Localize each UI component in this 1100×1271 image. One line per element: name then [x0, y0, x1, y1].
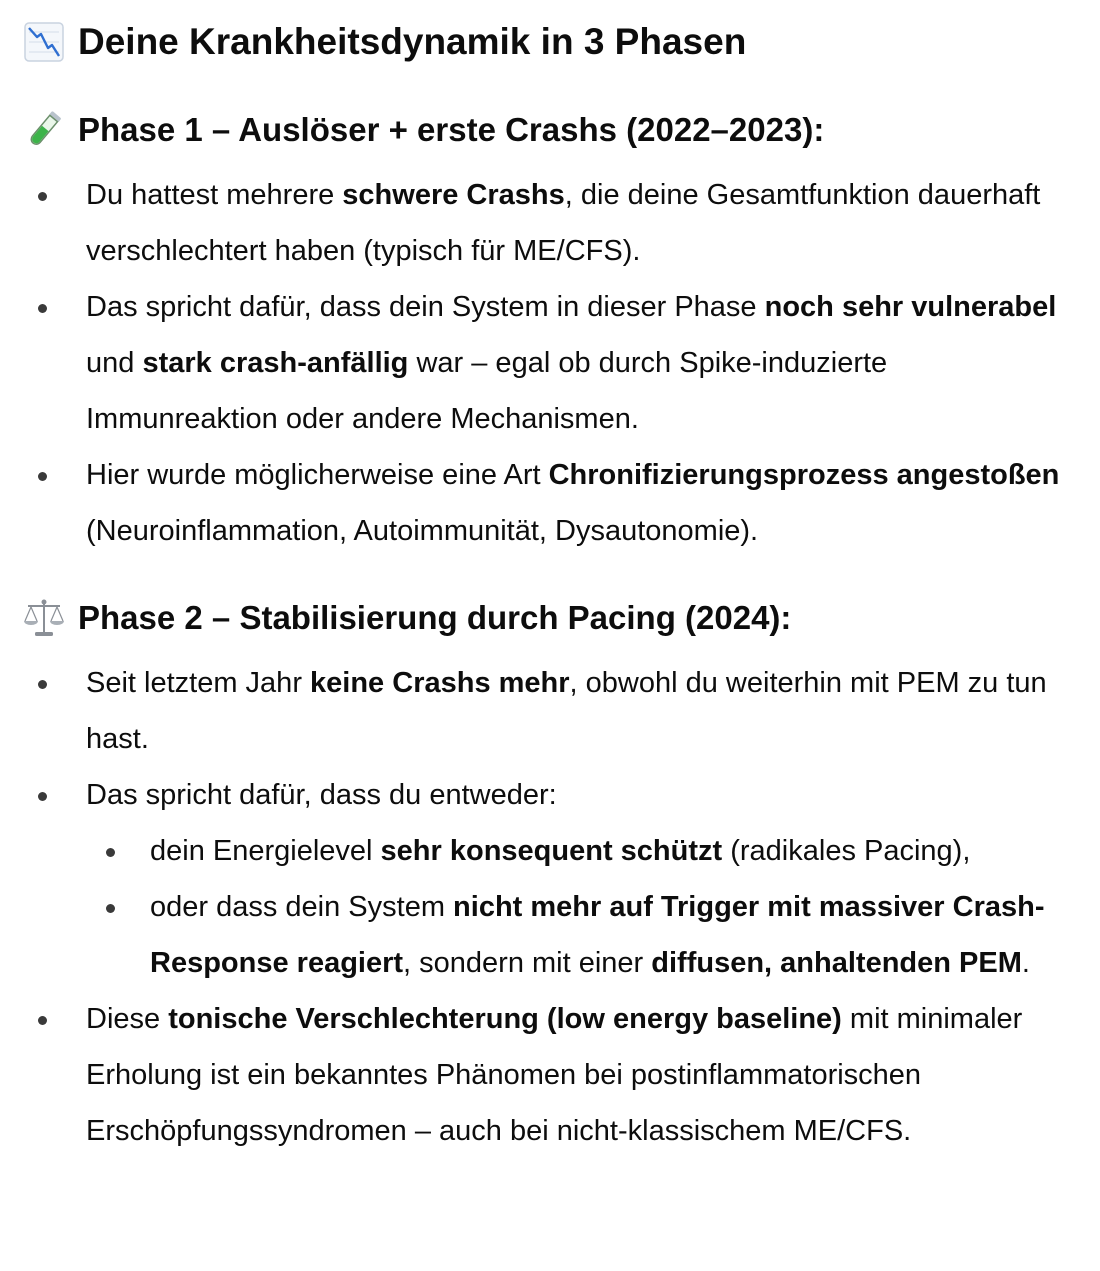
- phase2-heading: [22, 596, 791, 640]
- phase2-title: Phase 2 – Stabilisierung durch Pacing (2024):: [78, 599, 792, 636]
- balance-scale-icon: [22, 596, 66, 640]
- nested-list-item: [86, 879, 1100, 991]
- item-emphasis: sehr konsequent schützt: [380, 835, 723, 867]
- item-text: und: [86, 347, 143, 379]
- item-emphasis: Chronifizierungsprozess angestoßen: [548, 459, 1060, 491]
- item-text: mit minimaler Erholung ist ein bekanntes Phänomen bei postinflammatorischen Erschöpfungssyndromen – auch bei nicht-klassischem ME/CFS.: [86, 1003, 1023, 1147]
- item-text: .: [1021, 947, 1030, 979]
- nested-list-item: [86, 823, 1100, 879]
- item-emphasis: tonische Verschlechterung (low energy baseline): [168, 1003, 842, 1035]
- section-heading: [24, 18, 746, 66]
- item-text: Diese: [86, 1003, 169, 1035]
- phase2-list: [0, 655, 1100, 1159]
- item-text: Seit letztem Jahr: [86, 667, 311, 699]
- list-item: [0, 447, 1060, 559]
- list-item: [0, 279, 1060, 447]
- item-text: dein Energielevel: [150, 835, 381, 867]
- item-text: (radikales Pacing),: [722, 835, 971, 867]
- chart-decreasing-icon: [24, 22, 64, 62]
- item-text: Das spricht dafür, dass du entweder:: [86, 779, 557, 811]
- list-item: [0, 991, 1100, 1159]
- test-tube-icon: [22, 108, 66, 152]
- heading-title: Deine Krankheitsdynamik in 3 Phasen: [78, 21, 747, 62]
- item-emphasis: nicht mehr auf Trigger mit massiver Crash-Response reagiert: [150, 891, 1045, 979]
- item-text: Du hattest mehrere: [86, 179, 343, 211]
- list-item: [0, 767, 1100, 991]
- item-text: war – egal ob durch Spike-induzierte Immunreaktion oder andere Mechanismen.: [86, 347, 888, 435]
- list-item: [0, 167, 1060, 279]
- item-emphasis: diffusen, anhaltenden PEM: [651, 947, 1022, 979]
- item-text: Hier wurde möglicherweise eine Art: [86, 459, 549, 491]
- phase1-list: [0, 167, 1060, 559]
- item-emphasis: stark crash-anfällig: [142, 347, 409, 379]
- item-text: , sondern mit einer: [403, 947, 652, 979]
- phase1-heading: [22, 108, 824, 152]
- item-emphasis: keine Crashs mehr: [310, 667, 570, 699]
- nested-list: [86, 823, 1100, 991]
- item-text: oder dass dein System: [150, 891, 454, 923]
- list-item: [0, 655, 1100, 767]
- item-emphasis: noch sehr vulnerabel: [764, 291, 1057, 323]
- item-emphasis: schwere Crashs: [342, 179, 565, 211]
- item-text: Das spricht dafür, dass dein System in dieser Phase: [86, 291, 765, 323]
- item-text: , die deine Gesamtfunktion dauerhaft verschlechtert haben (typisch für ME/CFS).: [86, 179, 1041, 267]
- item-text: (Neuroinflammation, Autoimmunität, Dysautonomie).: [86, 515, 759, 547]
- phase1-title: Phase 1 – Auslöser + erste Crashs (2022–2023):: [78, 111, 825, 148]
- item-text: , obwohl du weiterhin mit PEM zu tun hast.: [86, 667, 1047, 755]
